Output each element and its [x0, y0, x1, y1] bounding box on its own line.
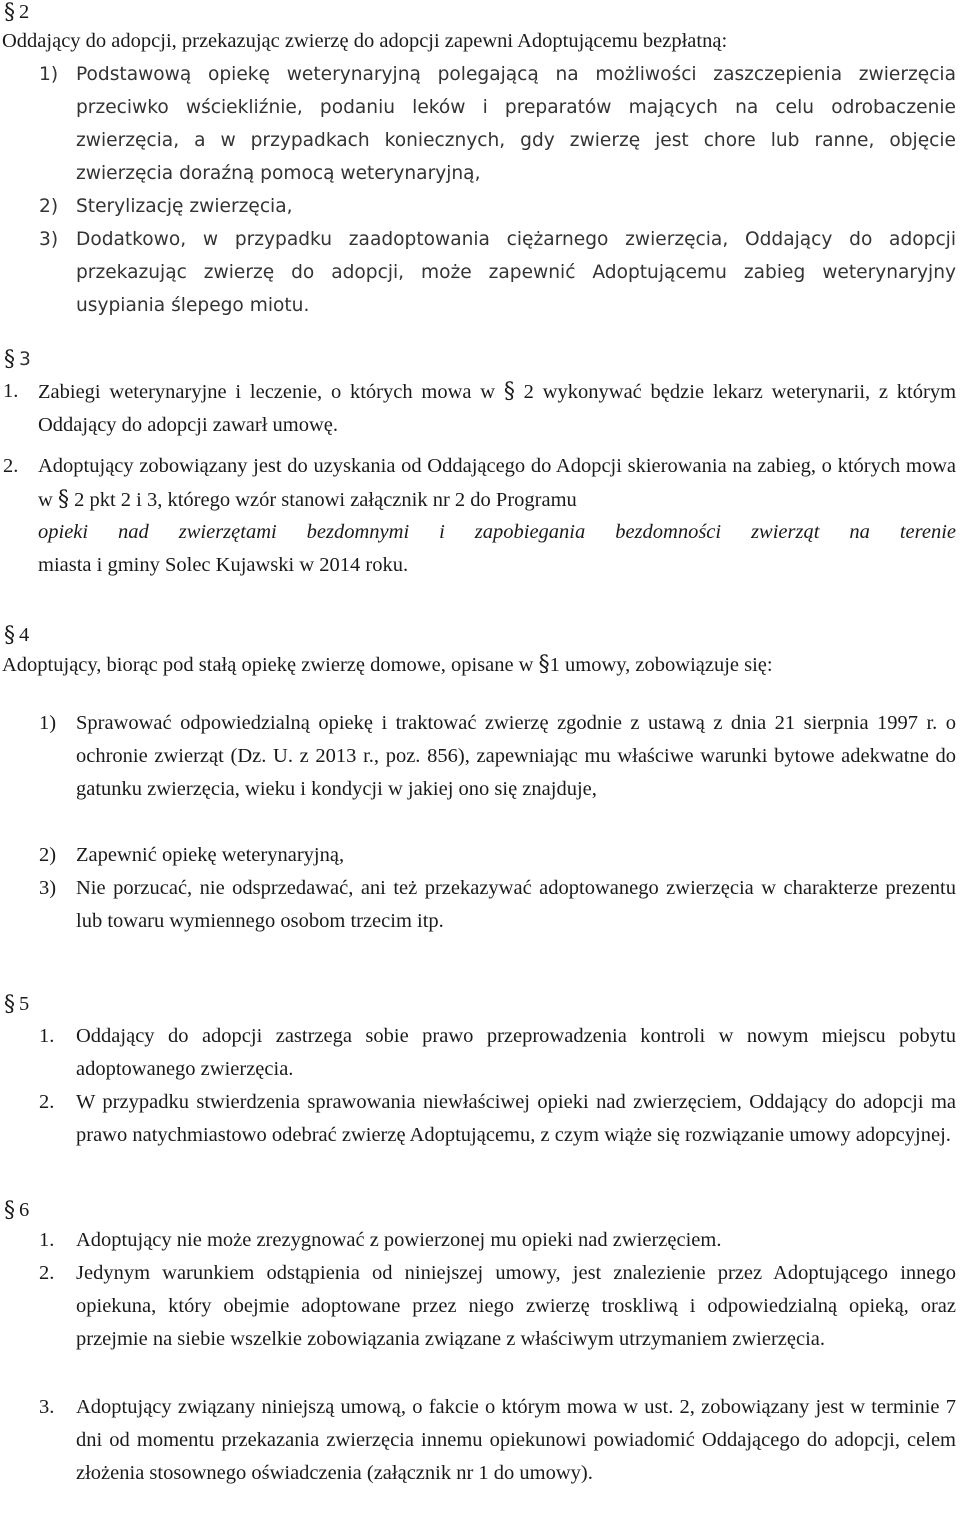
section-3-heading [4, 343, 31, 376]
list-marker: 1. [39, 1025, 55, 1047]
list-item-continuation: miasta i gminy Solec Kujawski w 2014 roku. [38, 554, 409, 576]
list-item: Nie porzucać, nie odsprzedawać, ani też przekazywać adoptowanego zwierzęcia w charakterze prezentu lub towaru wymiennego osobom trzecim itp. [76, 877, 956, 932]
section-symbol: § [4, 0, 15, 25]
section-number: 2 [19, 1, 30, 23]
italic-program-title: opieki nad zwierzętami bezdomnymi i zapobiegania bezdomności zwierząt na terenie [38, 521, 956, 543]
list-marker: 1) [39, 64, 59, 85]
section-symbol: § [4, 992, 15, 1017]
list-marker: 1) [39, 712, 57, 734]
section-5-heading [4, 988, 29, 1021]
section-symbol: § [4, 623, 15, 648]
section-number: 4 [19, 624, 30, 646]
list-item: Adoptujący związany niniejszą umową, o fakcie o którym mowa w ust. 2, zobowiązany jest w terminie 7 dni od momentu przekazania zwierzęcia innemu opiekunowi powiadomić Oddającego do adopcji, celem złożenia stosownego oświadczenia (załącznik nr 1 do umowy). [76, 1396, 956, 1484]
list-marker: 3) [39, 877, 57, 899]
list-item: Dodatkowo, w przypadku zaadoptowania ciężarnego zwierzęcia, Oddający do adopcji przekazując zwierzę do adopcji, może zapewnić Adoptującemu zabieg weterynaryjny usypiania ślepego miotu. [76, 229, 956, 316]
section-6-heading [4, 1194, 29, 1227]
list-item: Zapewnić opiekę weterynaryjną, [76, 844, 345, 866]
section-number: 5 [19, 993, 30, 1015]
list-marker: 3) [39, 229, 59, 250]
list-item: Jedynym warunkiem odstąpienia od niniejszej umowy, jest znalezienie przez Adoptującego innego opiekuna, który obejmie adoptowane przez niego zwierzę troskliwą i odpowiedzialną opieką, oraz przejmie na siebie wszelkie zobowiązania związane z właściwym utrzymaniem zwierzęcia. [76, 1262, 956, 1350]
list-item: Sterylizację zwierzęcia, [76, 196, 293, 217]
list-item: Oddający do adopcji zastrzega sobie prawo przeprowadzenia kontroli w nowym miejscu pobytu adoptowanego zwierzęcia. [76, 1025, 956, 1080]
section-2-intro: Oddający do adopcji, przekazując zwierzę do adopcji zapewni Adoptującemu bezpłatną: [2, 30, 728, 52]
section-number: 6 [19, 1199, 30, 1221]
list-item: Adoptujący zobowiązany jest do uzyskania od Oddającego do Adopcji skierowania na zabieg, o których mowa w § 2 pkt 2 i 3, którego wzór stanowi załącznik nr 2 do Programu [38, 455, 956, 512]
list-marker: 2. [39, 1091, 55, 1113]
list-marker: 2. [39, 1262, 55, 1284]
list-marker: 1. [39, 1229, 55, 1251]
list-marker: 2) [39, 196, 59, 217]
section-symbol: § [4, 1198, 15, 1223]
list-item: W przypadku stwierdzenia sprawowania niewłaściwej opieki nad zwierzęciem, Oddający do adopcji ma prawo natychmiastowo odebrać zwierzę Adoptującemu, z czym wiąże się rozwiązanie umowy adopcyjnej. [76, 1091, 956, 1146]
list-marker: 2. [3, 455, 19, 477]
section-number: 3 [19, 349, 31, 370]
list-item: Sprawować odpowiedzialną opiekę i traktować zwierzę zgodnie z ustawą z dnia 21 sierpnia 1997 r. o ochronie zwierząt (Dz. U. z 2013 r., poz. 856), zapewniając mu właściwe warunki bytowe adekwatne do gatunku zwierzęcia, wieku i kondycji w jakiej ono się znajduje, [76, 712, 956, 800]
list-item: Zabiegi weterynaryjne i leczenie, o których mowa w § 2 wykonywać będzie lekarz weterynarii, z którym Oddający do adopcji zawarł umowę. [38, 379, 957, 436]
section-4-intro: Adoptujący, biorąc pod stałą opiekę zwierzę domowe, opisane w §1 umowy, zobowiązuje się: [2, 652, 773, 677]
list-marker: 2) [39, 844, 57, 866]
list-marker: 1. [3, 380, 19, 402]
list-item: Podstawową opiekę weterynaryjną polegającą na możliwości zaszczepienia zwierzęcia przeciwko wściekliźnie, podaniu leków i preparatów mających na celu odrobaczenie zwierzęcia, a w przypadkach koniecznych, gdy zwierzę jest chore lub ranne, objęcie zwierzęcia doraźną pomocą weterynaryjną, [76, 64, 956, 184]
section-symbol: § [4, 347, 15, 372]
list-item: Adoptujący nie może zrezygnować z powierzonej mu opieki nad zwierzęciem. [76, 1229, 722, 1251]
list-marker: 3. [39, 1396, 55, 1418]
